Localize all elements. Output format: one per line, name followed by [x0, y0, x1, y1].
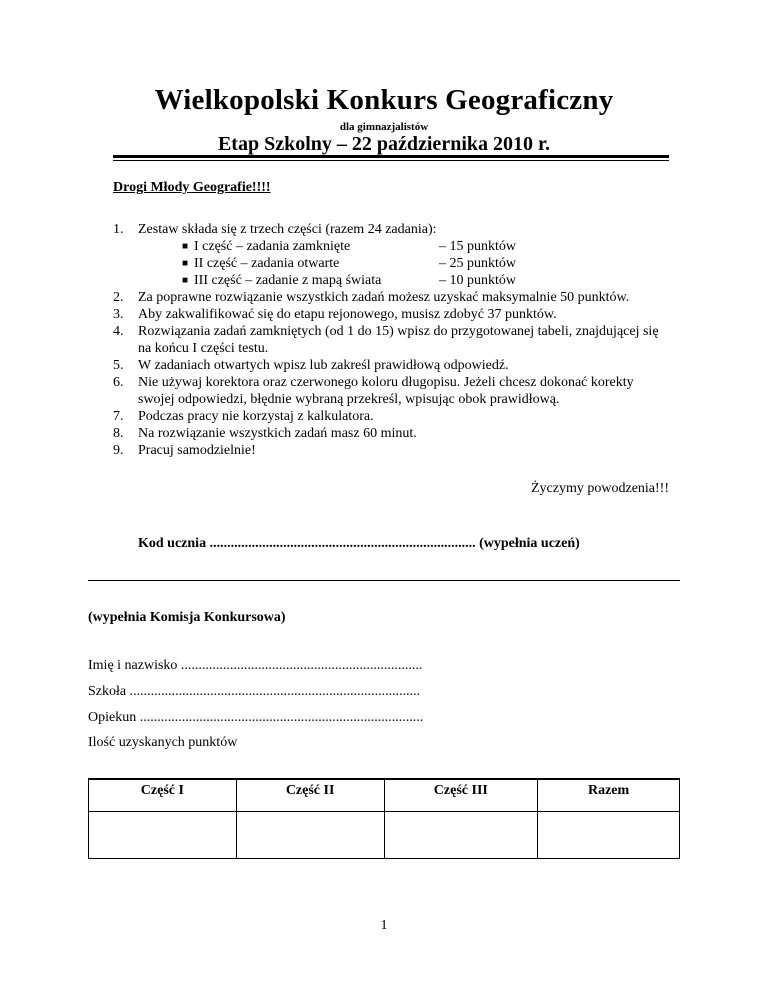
- instruction-item: [113, 408, 673, 425]
- good-luck-message: Życzymy powodzenia!!!: [531, 481, 669, 496]
- instruction-item: [113, 442, 673, 459]
- greeting: Drogi Młody Geografie!!!!: [113, 180, 271, 195]
- student-code-field: Kod ucznia ............................................................................ (wypełnia uczeń): [138, 536, 580, 551]
- header-rule-thick: [113, 155, 669, 158]
- instruction-number: 9.: [113, 443, 124, 458]
- header-rule-thin: [113, 160, 669, 161]
- score-cell-total[interactable]: [538, 812, 680, 859]
- part-points: – 15 punktów: [439, 239, 516, 254]
- document-title: Wielkopolski Konkurs Geograficzny: [154, 84, 614, 116]
- instruction-number: 2.: [113, 290, 124, 305]
- part-item: [138, 272, 673, 289]
- instruction-text: Za poprawne rozwiązanie wszystkich zadań możesz uzyskać maksymalnie 50 punktów.: [138, 290, 630, 305]
- part-label: I część – zadania zamknięte: [194, 239, 351, 254]
- commission-heading: (wypełnia Komisja Konkursowa): [88, 610, 286, 625]
- instruction-number: 8.: [113, 426, 124, 441]
- instruction-text: Nie używaj korektora oraz czerwonego koloru długopisu. Jeżeli chcesz dokonać korekty swojej odpowiedzi, błędnie wybraną przekreśl, wpisując obok prawidłową.: [138, 375, 634, 407]
- instruction-item: [113, 323, 673, 357]
- score-cell-part-2[interactable]: [236, 812, 384, 859]
- instruction-item: [113, 221, 673, 289]
- header-part-2: Część II: [236, 779, 384, 812]
- header-total: Razem: [538, 779, 680, 812]
- square-bullet-icon: ■: [182, 241, 189, 252]
- tutor-field: Opiekun .................................................................................: [88, 710, 424, 725]
- instruction-number: 3.: [113, 307, 124, 322]
- parts-list: [138, 238, 673, 289]
- name-field: Imię i nazwisko .....................................................................: [88, 658, 423, 673]
- instruction-number: 4.: [113, 324, 124, 339]
- points-label: Ilość uzyskanych punktów: [88, 735, 238, 750]
- instruction-item: [113, 357, 673, 374]
- instruction-number: 7.: [113, 409, 124, 424]
- instruction-number: 1.: [113, 222, 124, 237]
- square-bullet-icon: ■: [182, 258, 189, 269]
- contest-stage-date: Etap Szkolny – 22 października 2010 r.: [217, 133, 551, 155]
- section-divider: [88, 580, 680, 581]
- score-cell-part-3[interactable]: [384, 812, 538, 859]
- part-item: [138, 238, 673, 255]
- instruction-text: Rozwiązania zadań zamkniętych (od 1 do 15) wpisz do przygotowanej tabeli, znajdującej się na końcu I części testu.: [138, 324, 659, 356]
- instruction-item: [113, 425, 673, 442]
- instruction-text: Podczas pracy nie korzystaj z kalkulatora.: [138, 409, 374, 424]
- score-table: [88, 778, 680, 859]
- square-bullet-icon: ■: [182, 275, 189, 286]
- part-points: – 10 punktów: [439, 273, 516, 288]
- instruction-text: Zestaw składa się z trzech części (razem 24 zadania):: [138, 222, 437, 237]
- instruction-item: [113, 306, 673, 323]
- instruction-item: [113, 374, 673, 408]
- score-cell-part-1[interactable]: [89, 812, 237, 859]
- instruction-number: 5.: [113, 358, 124, 373]
- instruction-text: Na rozwiązanie wszystkich zadań masz 60 minut.: [138, 426, 417, 441]
- score-table-header-row: [89, 779, 680, 812]
- score-table-row: [89, 812, 680, 859]
- instruction-item: [113, 289, 673, 306]
- instruction-number: 6.: [113, 375, 124, 390]
- header-part-3: Część III: [384, 779, 538, 812]
- part-points: – 25 punktów: [439, 256, 516, 271]
- instructions-list: [113, 221, 673, 459]
- page-number: 1: [380, 918, 388, 933]
- part-label: II część – zadania otwarte: [194, 256, 340, 271]
- document-subtitle: dla gimnazjalistów: [339, 121, 429, 133]
- part-item: [138, 255, 673, 272]
- part-label: III część – zadanie z mapą świata: [194, 273, 382, 288]
- instruction-text: W zadaniach otwartych wpisz lub zakreśl prawidłową odpowiedź.: [138, 358, 509, 373]
- instruction-text: Pracuj samodzielnie!: [138, 443, 256, 458]
- school-field: Szkoła ...................................................................................: [88, 684, 421, 699]
- header-part-1: Część I: [89, 779, 237, 812]
- instruction-text: Aby zakwalifikować się do etapu rejonowego, musisz zdobyć 37 punktów.: [138, 307, 557, 322]
